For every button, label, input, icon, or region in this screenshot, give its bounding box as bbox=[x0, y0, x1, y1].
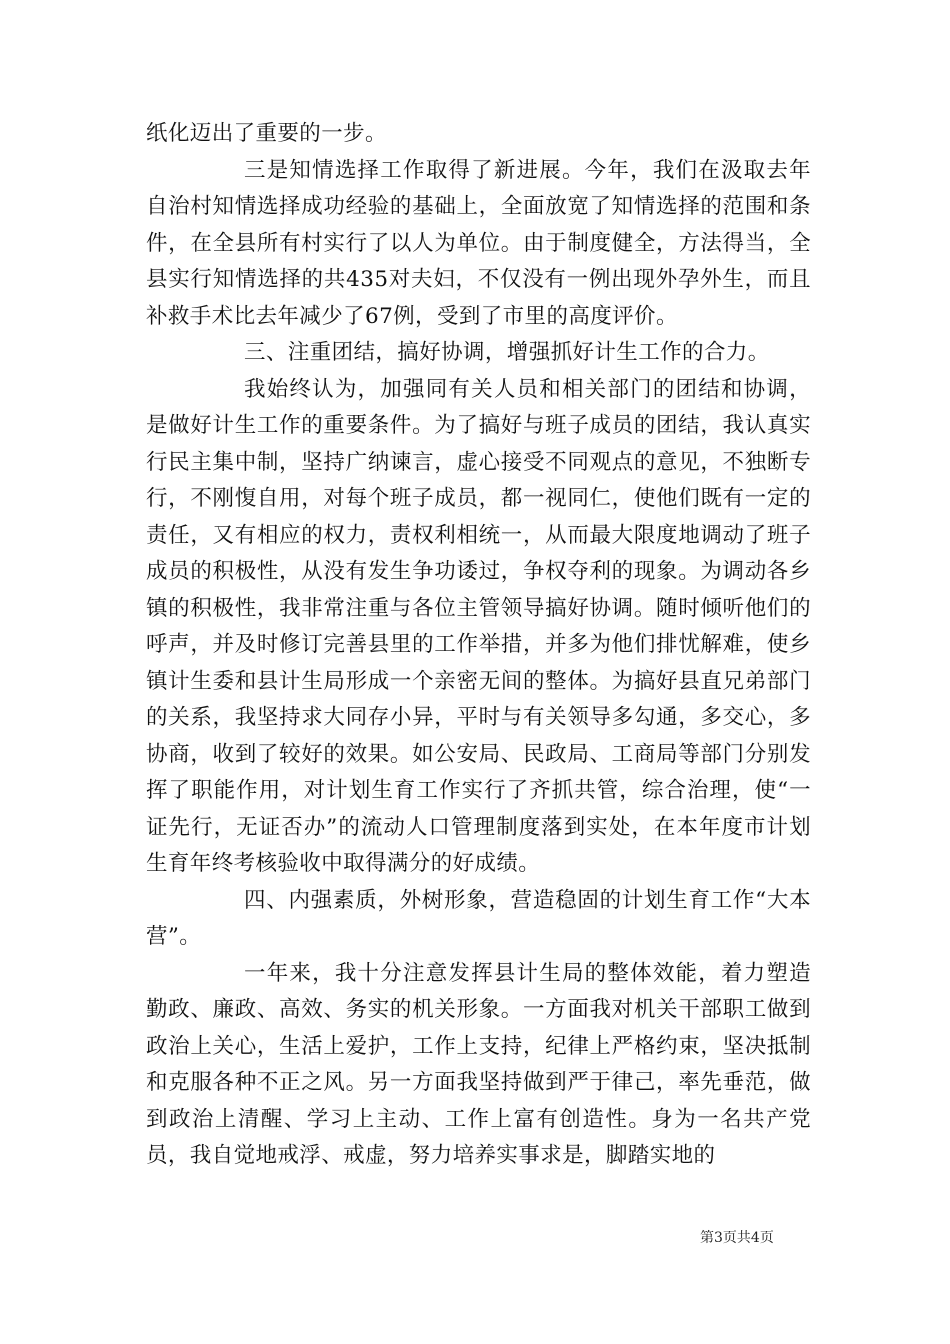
paragraph-agency-image: 一年来，我十分注意发挥县计生局的整体效能，着力塑造勤政、廉政、高效、务实的机关形象。一方面我对机关干部职工做到政治上关心，生活上爱护，工作上支持，纪律上严格约束，坚决抵制和克服各种不正之风。另一方面我坚持做到严于律己，率先垂范，做到政治上清醒、学习上主动、工作上富有创造性。身为一名共产党员，我自觉地戒浮、戒虚，努力培养实事求是，脚踏实地的 bbox=[146, 960, 811, 1168]
paragraph-informed-choice: 三是知情选择工作取得了新进展。今年，我们在汲取去年自治村知情选择成功经验的基础上，全面放宽了知情选择的范围和条件，在全县所有村实行了以人为单位。由于制度健全，方法得当，全县实行知情选择的共435对夫妇，不仅没有一例出现外孕外生，而且补救手术比去年减少了67例，受到了市里的高度评价。 bbox=[146, 157, 811, 329]
document-body bbox=[146, 116, 811, 1175]
paragraph-unity-coordination: 我始终认为，加强同有关人员和相关部门的团结和协调，是做好计生工作的重要条件。为了搞好与班子成员的团结，我认真实行民主集中制，坚持广纳谏言，虚心接受不同观点的意见，不独断专行，不刚愎自用，对每个班子成员，都一视同仁，使他们既有一定的责任，又有相应的权力，责权利相统一，从而最大限度地调动了班子成员的积极性，从没有发生争功诿过，争权夺利的现象。为调动各乡镇的积极性，我非常注重与各位主管领导搞好协调。随时倾听他们的呼声，并及时修订完善县里的工作举措，并多为他们排忧解难，使乡镇计生委和县计生局形成一个亲密无间的整体。为搞好县直兄弟部门的关系，我坚持求大同存小异，平时与有关领导多勾通，多交心，多协商，收到了较好的效果。如公安局、民政局、工商局等部门分别发挥了职能作用，对计划生育工作实行了齐抓共管，综合治理，使“一证先行，无证否办”的流动人口管理制度落到实处，在本年度市计划生育年终考核验收中取得满分的好成绩。 bbox=[146, 376, 811, 876]
page-number-footer: 第3页共4页 bbox=[700, 1230, 774, 1246]
paragraph-continuation: 纸化迈出了重要的一步。 bbox=[146, 121, 387, 146]
section-heading-unity: 三、注重团结，搞好协调，增强抓好计生工作的合力。 bbox=[244, 340, 770, 365]
section-heading-quality: 四、内强素质，外树形象，营造稳固的计划生育工作“大本营”。 bbox=[146, 887, 811, 949]
